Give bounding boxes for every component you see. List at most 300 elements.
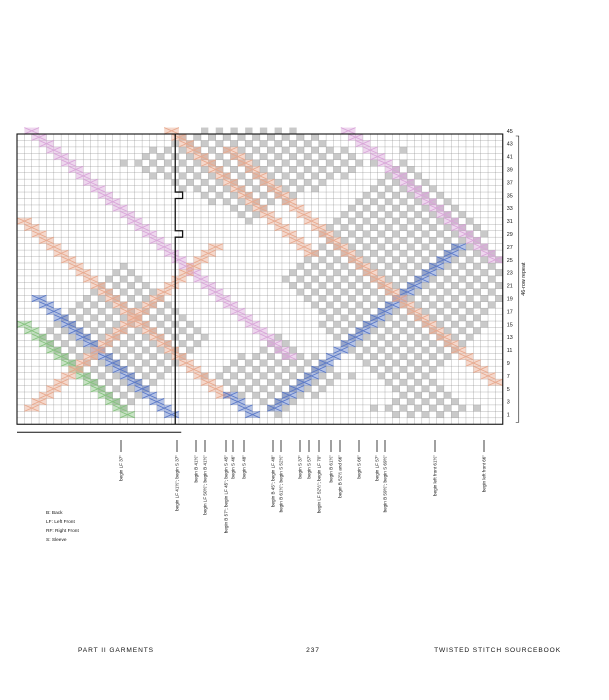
gray-stitch-cell bbox=[466, 269, 473, 275]
gray-stitch-cell bbox=[319, 269, 326, 275]
gray-stitch-cell bbox=[370, 250, 377, 256]
gray-stitch-cell bbox=[208, 147, 215, 153]
gray-stitch-cell bbox=[363, 360, 370, 366]
gray-stitch-cell bbox=[356, 160, 363, 166]
gray-stitch-cell bbox=[120, 315, 127, 321]
gray-stitch-cell bbox=[363, 192, 370, 198]
gray-stitch-cell bbox=[267, 392, 274, 398]
gray-stitch-cell bbox=[311, 302, 318, 308]
gray-stitch-cell bbox=[333, 295, 340, 301]
gray-stitch-cell bbox=[429, 237, 436, 243]
gray-stitch-cell bbox=[392, 360, 399, 366]
gray-stitch-cell bbox=[392, 244, 399, 250]
size-marker-label: begin LF 52½"; begin LF 70" bbox=[316, 455, 322, 514]
gray-stitch-cell bbox=[275, 386, 282, 392]
gray-stitch-cell bbox=[363, 308, 370, 314]
gray-stitch-cell bbox=[326, 302, 333, 308]
gray-stitch-cell bbox=[414, 340, 421, 346]
gray-stitch-cell bbox=[414, 366, 421, 372]
gray-stitch-cell bbox=[216, 140, 223, 146]
gray-stitch-cell bbox=[238, 147, 245, 153]
legend-item: B: Back bbox=[46, 511, 63, 516]
gray-stitch-cell bbox=[91, 302, 98, 308]
gray-stitch-cell bbox=[289, 269, 296, 275]
gray-stitch-cell bbox=[282, 134, 289, 140]
gray-stitch-cell bbox=[113, 321, 120, 327]
gray-stitch-cell bbox=[127, 334, 134, 340]
gray-stitch-cell bbox=[356, 224, 363, 230]
gray-stitch-cell bbox=[304, 269, 311, 275]
gray-stitch-cell bbox=[481, 295, 488, 301]
gray-stitch-cell bbox=[149, 173, 156, 179]
gray-stitch-cell bbox=[76, 315, 83, 321]
gray-stitch-cell bbox=[437, 218, 444, 224]
gray-stitch-cell bbox=[407, 334, 414, 340]
gray-stitch-cell bbox=[459, 211, 466, 217]
gray-stitch-cell bbox=[91, 366, 98, 372]
gray-stitch-cell bbox=[407, 411, 414, 417]
abbreviation-legend bbox=[46, 509, 79, 545]
row-number: 1 bbox=[506, 412, 510, 419]
gray-stitch-cell bbox=[400, 315, 407, 321]
gray-stitch-cell bbox=[392, 192, 399, 198]
gray-stitch-cell bbox=[120, 263, 127, 269]
gray-stitch-cell bbox=[230, 205, 237, 211]
gray-stitch-cell bbox=[407, 269, 414, 275]
gray-stitch-cell bbox=[282, 366, 289, 372]
gray-stitch-cell bbox=[356, 289, 363, 295]
gray-stitch-cell bbox=[311, 392, 318, 398]
gray-stitch-cell bbox=[311, 289, 318, 295]
gray-stitch-cell bbox=[429, 224, 436, 230]
gray-stitch-cell bbox=[473, 328, 480, 334]
gray-stitch-cell bbox=[451, 205, 458, 211]
repeat-label: 46-row repeat bbox=[520, 262, 527, 296]
legend-item: RF: Right Front bbox=[46, 529, 79, 534]
gray-stitch-cell bbox=[437, 295, 444, 301]
gray-stitch-cell bbox=[444, 289, 451, 295]
gray-stitch-cell bbox=[120, 353, 127, 359]
gray-stitch-cell bbox=[495, 282, 502, 288]
gray-stitch-cell bbox=[466, 321, 473, 327]
gray-stitch-cell bbox=[319, 140, 326, 146]
gray-stitch-cell bbox=[149, 160, 156, 166]
gray-stitch-cell bbox=[341, 302, 348, 308]
gray-stitch-cell bbox=[407, 244, 414, 250]
gray-stitch-cell bbox=[311, 263, 318, 269]
gray-stitch-cell bbox=[370, 237, 377, 243]
gray-stitch-cell bbox=[385, 250, 392, 256]
gray-stitch-cell bbox=[407, 360, 414, 366]
row-number: 9 bbox=[506, 360, 510, 367]
size-marker-label: begin LF 37" bbox=[118, 455, 124, 481]
gray-stitch-cell bbox=[385, 199, 392, 205]
gray-stitch-cell bbox=[378, 347, 385, 353]
gray-stitch-cell bbox=[282, 340, 289, 346]
gray-stitch-cell bbox=[120, 289, 127, 295]
gray-stitch-cell bbox=[444, 328, 451, 334]
gray-stitch-cell bbox=[289, 140, 296, 146]
gray-stitch-cell bbox=[407, 257, 414, 263]
gray-stitch-cell bbox=[135, 289, 142, 295]
row-number: 13 bbox=[506, 335, 513, 342]
gray-stitch-cell bbox=[282, 147, 289, 153]
gray-stitch-cell bbox=[370, 224, 377, 230]
gray-stitch-cell bbox=[385, 353, 392, 359]
gray-stitch-cell bbox=[400, 160, 407, 166]
gray-stitch-cell bbox=[437, 321, 444, 327]
gray-stitch-cell bbox=[392, 205, 399, 211]
gray-stitch-cell bbox=[437, 411, 444, 417]
gray-stitch-cell bbox=[488, 302, 495, 308]
gray-stitch-cell bbox=[473, 289, 480, 295]
gray-stitch-cell bbox=[407, 205, 414, 211]
gray-stitch-cell bbox=[135, 328, 142, 334]
gray-stitch-cell bbox=[289, 166, 296, 172]
gray-stitch-cell bbox=[194, 340, 201, 346]
gray-stitch-cell bbox=[260, 347, 267, 353]
size-marker-label: begin left front 61½" bbox=[432, 455, 438, 496]
gray-stitch-cell bbox=[356, 340, 363, 346]
gray-stitch-cell bbox=[392, 269, 399, 275]
footer-section-title: PART II GARMENTS bbox=[78, 647, 154, 654]
gray-stitch-cell bbox=[348, 205, 355, 211]
gray-stitch-cell bbox=[304, 295, 311, 301]
gray-stitch-cell bbox=[451, 398, 458, 404]
gray-stitch-cell bbox=[333, 166, 340, 172]
gray-stitch-cell bbox=[400, 147, 407, 153]
gray-stitch-cell bbox=[422, 334, 429, 340]
gray-stitch-cell bbox=[157, 166, 164, 172]
gray-stitch-cell bbox=[245, 140, 252, 146]
gray-stitch-cell bbox=[400, 328, 407, 334]
gray-stitch-cell bbox=[46, 328, 53, 334]
gray-stitch-cell bbox=[414, 199, 421, 205]
gray-stitch-cell bbox=[326, 379, 333, 385]
gray-stitch-cell bbox=[414, 392, 421, 398]
gray-stitch-cell bbox=[201, 192, 208, 198]
gray-stitch-cell bbox=[238, 353, 245, 359]
gray-stitch-cell bbox=[414, 405, 421, 411]
gray-stitch-cell bbox=[253, 160, 260, 166]
gray-stitch-cell bbox=[304, 360, 311, 366]
gray-stitch-cell bbox=[429, 276, 436, 282]
gray-stitch-cell bbox=[400, 392, 407, 398]
gray-stitch-cell bbox=[481, 282, 488, 288]
gray-stitch-cell bbox=[164, 315, 171, 321]
gray-stitch-cell bbox=[238, 379, 245, 385]
gray-stitch-cell bbox=[473, 276, 480, 282]
gray-stitch-cell bbox=[230, 128, 237, 134]
gray-stitch-cell bbox=[385, 237, 392, 243]
gray-stitch-cell bbox=[400, 276, 407, 282]
gray-stitch-cell bbox=[282, 186, 289, 192]
gray-stitch-cell bbox=[488, 289, 495, 295]
gray-stitch-cell bbox=[267, 199, 274, 205]
gray-stitch-cell bbox=[142, 295, 149, 301]
gray-stitch-cell bbox=[98, 308, 105, 314]
gray-stitch-cell bbox=[120, 392, 127, 398]
gray-stitch-cell bbox=[444, 392, 451, 398]
gray-stitch-cell bbox=[414, 173, 421, 179]
gray-stitch-cell bbox=[385, 366, 392, 372]
gray-stitch-cell bbox=[392, 411, 399, 417]
gray-stitch-cell bbox=[69, 334, 76, 340]
gray-stitch-cell bbox=[194, 328, 201, 334]
gray-stitch-cell bbox=[385, 328, 392, 334]
gray-stitch-cell bbox=[105, 328, 112, 334]
gray-stitch-cell bbox=[392, 347, 399, 353]
gray-stitch-cell bbox=[385, 276, 392, 282]
gray-stitch-cell bbox=[341, 147, 348, 153]
gray-stitch-cell bbox=[429, 315, 436, 321]
gray-stitch-cell bbox=[120, 276, 127, 282]
gray-stitch-cell bbox=[481, 257, 488, 263]
row-number: 31 bbox=[506, 219, 513, 226]
gray-stitch-cell bbox=[392, 373, 399, 379]
gray-stitch-cell bbox=[127, 282, 134, 288]
gray-stitch-cell bbox=[407, 373, 414, 379]
gray-stitch-cell bbox=[260, 140, 267, 146]
row-number: 11 bbox=[506, 348, 513, 355]
gray-stitch-cell bbox=[407, 398, 414, 404]
gray-stitch-cell bbox=[466, 218, 473, 224]
gray-stitch-cell bbox=[341, 173, 348, 179]
gray-stitch-cell bbox=[437, 244, 444, 250]
gray-stitch-cell bbox=[91, 289, 98, 295]
row-number: 35 bbox=[506, 193, 513, 200]
gray-stitch-cell bbox=[238, 199, 245, 205]
gray-stitch-cell bbox=[260, 360, 267, 366]
gray-stitch-cell bbox=[473, 263, 480, 269]
gray-stitch-cell bbox=[488, 263, 495, 269]
gray-stitch-cell bbox=[216, 373, 223, 379]
gray-stitch-cell bbox=[311, 353, 318, 359]
gray-stitch-cell bbox=[319, 386, 326, 392]
gray-stitch-cell bbox=[253, 211, 260, 217]
gray-stitch-cell bbox=[385, 315, 392, 321]
gray-stitch-cell bbox=[400, 353, 407, 359]
gray-stitch-cell bbox=[407, 347, 414, 353]
gray-stitch-cell bbox=[267, 134, 274, 140]
gray-stitch-cell bbox=[164, 160, 171, 166]
gray-stitch-cell bbox=[127, 295, 134, 301]
gray-stitch-cell bbox=[422, 360, 429, 366]
row-number: 15 bbox=[506, 322, 513, 329]
gray-stitch-cell bbox=[429, 379, 436, 385]
gray-stitch-cell bbox=[113, 282, 120, 288]
gray-stitch-cell bbox=[98, 373, 105, 379]
gray-stitch-cell bbox=[348, 321, 355, 327]
gray-stitch-cell bbox=[341, 211, 348, 217]
gray-stitch-cell bbox=[54, 334, 61, 340]
row-number: 5 bbox=[506, 386, 510, 393]
gray-stitch-cell bbox=[157, 321, 164, 327]
row-number: 43 bbox=[506, 141, 513, 148]
gray-stitch-cell bbox=[164, 147, 171, 153]
gray-stitch-cell bbox=[422, 218, 429, 224]
gray-stitch-cell bbox=[164, 366, 171, 372]
gray-stitch-cell bbox=[157, 360, 164, 366]
gray-stitch-cell bbox=[186, 347, 193, 353]
gray-stitch-cell bbox=[444, 302, 451, 308]
gray-stitch-cell bbox=[149, 315, 156, 321]
gray-stitch-cell bbox=[370, 353, 377, 359]
gray-stitch-cell bbox=[238, 173, 245, 179]
gray-stitch-cell bbox=[311, 186, 318, 192]
gray-stitch-cell bbox=[363, 347, 370, 353]
gray-stitch-cell bbox=[407, 295, 414, 301]
gray-stitch-cell bbox=[275, 411, 282, 417]
gray-stitch-cell bbox=[363, 231, 370, 237]
gray-stitch-cell bbox=[466, 282, 473, 288]
gray-stitch-cell bbox=[429, 353, 436, 359]
gray-stitch-cell bbox=[311, 134, 318, 140]
gray-stitch-cell bbox=[91, 328, 98, 334]
gray-stitch-cell bbox=[429, 211, 436, 217]
gray-stitch-cell bbox=[348, 166, 355, 172]
gray-stitch-cell bbox=[194, 160, 201, 166]
gray-stitch-cell bbox=[238, 134, 245, 140]
gray-stitch-cell bbox=[407, 231, 414, 237]
gray-stitch-cell bbox=[495, 269, 502, 275]
gray-stitch-cell bbox=[297, 289, 304, 295]
gray-stitch-cell bbox=[422, 257, 429, 263]
gray-stitch-cell bbox=[267, 379, 274, 385]
gray-stitch-cell bbox=[341, 276, 348, 282]
gray-stitch-cell bbox=[275, 153, 282, 159]
gray-stitch-cell bbox=[400, 340, 407, 346]
gray-stitch-cell bbox=[275, 360, 282, 366]
gray-stitch-cell bbox=[414, 263, 421, 269]
gray-stitch-cell bbox=[319, 282, 326, 288]
gray-stitch-cell bbox=[459, 250, 466, 256]
gray-stitch-cell bbox=[429, 340, 436, 346]
gray-stitch-cell bbox=[319, 153, 326, 159]
row-number: 29 bbox=[506, 231, 513, 238]
gray-stitch-cell bbox=[164, 353, 171, 359]
size-marker-label: begin B 41½" bbox=[193, 455, 199, 483]
gray-stitch-cell bbox=[348, 244, 355, 250]
gray-stitch-cell bbox=[157, 153, 164, 159]
gray-stitch-cell bbox=[356, 211, 363, 217]
gray-stitch-cell bbox=[326, 315, 333, 321]
gray-stitch-cell bbox=[245, 128, 252, 134]
gray-stitch-cell bbox=[142, 153, 149, 159]
gray-stitch-cell bbox=[253, 392, 260, 398]
gray-stitch-cell bbox=[333, 334, 340, 340]
gray-stitch-cell bbox=[437, 398, 444, 404]
gray-stitch-cell bbox=[400, 250, 407, 256]
gray-stitch-cell bbox=[142, 166, 149, 172]
gray-stitch-cell bbox=[275, 334, 282, 340]
gray-stitch-cell bbox=[260, 386, 267, 392]
gray-stitch-cell bbox=[378, 244, 385, 250]
gray-stitch-cell bbox=[356, 199, 363, 205]
gray-stitch-cell bbox=[230, 373, 237, 379]
gray-stitch-cell bbox=[245, 386, 252, 392]
gray-stitch-cell bbox=[179, 315, 186, 321]
gray-stitch-cell bbox=[348, 153, 355, 159]
gray-stitch-cell bbox=[304, 179, 311, 185]
gray-stitch-cell bbox=[157, 347, 164, 353]
gray-stitch-cell bbox=[429, 405, 436, 411]
gray-stitch-cell bbox=[253, 147, 260, 153]
gray-stitch-cell bbox=[363, 282, 370, 288]
gray-stitch-cell bbox=[422, 373, 429, 379]
gray-stitch-cell bbox=[370, 328, 377, 334]
gray-stitch-cell bbox=[414, 237, 421, 243]
gray-stitch-cell bbox=[149, 379, 156, 385]
gray-stitch-cell bbox=[223, 160, 230, 166]
gray-stitch-cell bbox=[297, 263, 304, 269]
gray-stitch-cell bbox=[149, 366, 156, 372]
gray-stitch-cell bbox=[400, 199, 407, 205]
gray-stitch-cell bbox=[238, 392, 245, 398]
gray-stitch-cell bbox=[230, 140, 237, 146]
gray-stitch-cell bbox=[348, 373, 355, 379]
gray-stitch-cell bbox=[98, 321, 105, 327]
gray-stitch-cell bbox=[422, 295, 429, 301]
gray-stitch-cell bbox=[326, 160, 333, 166]
gray-stitch-cell bbox=[378, 334, 385, 340]
gray-stitch-cell bbox=[385, 211, 392, 217]
gray-stitch-cell bbox=[216, 192, 223, 198]
gray-stitch-cell bbox=[83, 321, 90, 327]
gray-stitch-cell bbox=[341, 224, 348, 230]
gray-stitch-cell bbox=[149, 289, 156, 295]
gray-stitch-cell bbox=[473, 224, 480, 230]
gray-stitch-cell bbox=[451, 231, 458, 237]
gray-stitch-cell bbox=[437, 282, 444, 288]
gray-stitch-cell bbox=[297, 134, 304, 140]
gray-stitch-cell bbox=[319, 179, 326, 185]
gray-stitch-cell bbox=[260, 398, 267, 404]
row-number: 41 bbox=[506, 154, 513, 161]
gray-stitch-cell bbox=[319, 244, 326, 250]
gray-stitch-cell bbox=[113, 347, 120, 353]
gray-stitch-cell bbox=[194, 173, 201, 179]
size-marker-label: begin B 61½"; begin S 52½" bbox=[278, 455, 284, 513]
gray-stitch-cell bbox=[319, 308, 326, 314]
gray-stitch-cell bbox=[245, 179, 252, 185]
row-number: 3 bbox=[506, 399, 510, 406]
gray-stitch-cell bbox=[481, 231, 488, 237]
gray-stitch-cell bbox=[437, 192, 444, 198]
footer-book-title: TWISTED STITCH SOURCEBOOK bbox=[434, 647, 561, 654]
gray-stitch-cell bbox=[289, 179, 296, 185]
gray-stitch-cell bbox=[142, 373, 149, 379]
gray-stitch-cell bbox=[422, 179, 429, 185]
gray-stitch-cell bbox=[179, 173, 186, 179]
gray-stitch-cell bbox=[481, 308, 488, 314]
gray-stitch-cell bbox=[98, 360, 105, 366]
gray-stitch-cell bbox=[319, 373, 326, 379]
gray-stitch-cell bbox=[378, 218, 385, 224]
gray-stitch-cell bbox=[304, 386, 311, 392]
gray-stitch-cell bbox=[400, 405, 407, 411]
gray-stitch-cell bbox=[275, 128, 282, 134]
gray-stitch-cell bbox=[120, 379, 127, 385]
gray-stitch-cell bbox=[459, 315, 466, 321]
gray-stitch-cell bbox=[179, 160, 186, 166]
gray-stitch-cell bbox=[127, 269, 134, 275]
gray-stitch-cell bbox=[341, 237, 348, 243]
gray-stitch-cell bbox=[223, 186, 230, 192]
gray-stitch-cell bbox=[127, 360, 134, 366]
gray-stitch-cell bbox=[414, 250, 421, 256]
gray-stitch-cell bbox=[392, 218, 399, 224]
